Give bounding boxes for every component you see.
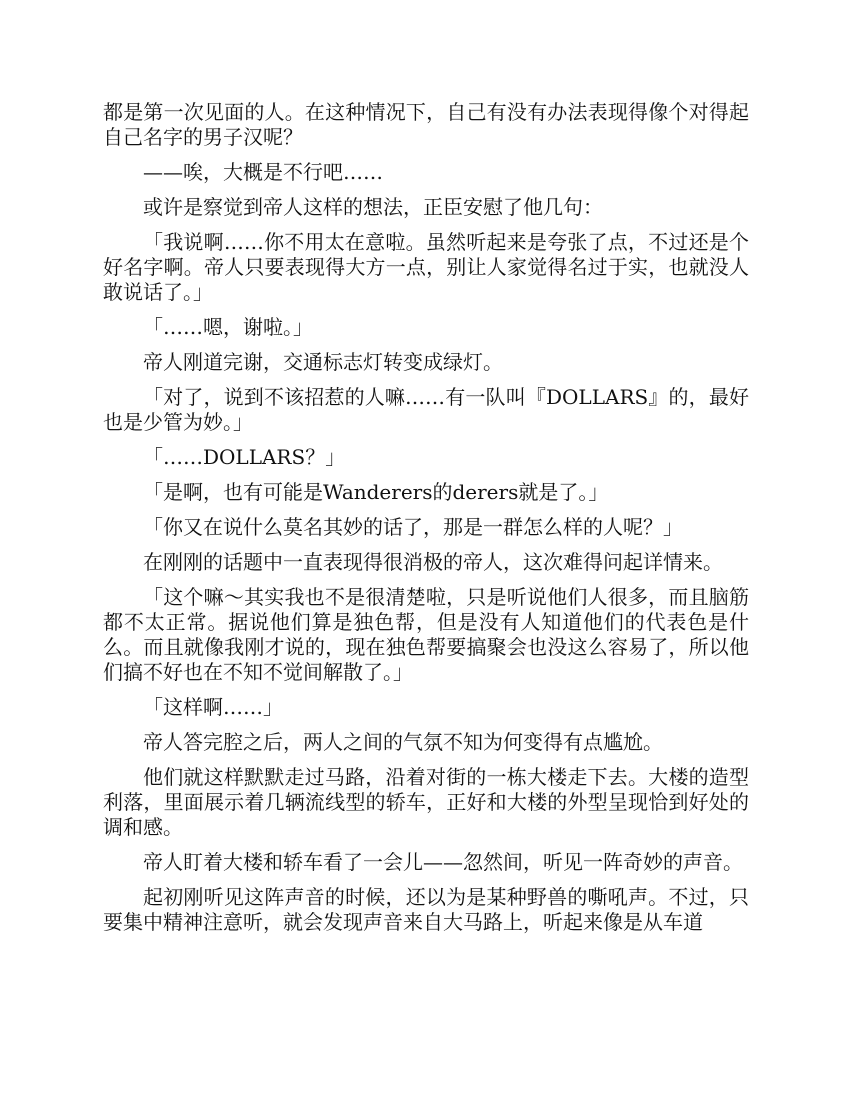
paragraph: 起初刚听见这阵声音的时候，还以为是某种野兽的嘶吼声。不过，只要集中精神注意听，就会发现声音来自大马路上，听起来像是从车道 xyxy=(103,885,749,934)
paragraph: 「……DOLLARS？」 xyxy=(143,445,346,469)
paragraph: ——唉，大概是不行吧…… xyxy=(143,160,383,184)
paragraph: 「这样啊……」 xyxy=(143,695,283,719)
paragraph: 「是啊，也有可能是Wanderers的derers就是了。」 xyxy=(143,480,609,504)
paragraph: 「……嗯，谢啦。」 xyxy=(143,315,313,339)
paragraph: 或许是察觉到帝人这样的想法，正臣安慰了他几句： xyxy=(143,195,603,219)
paragraph: 帝人答完腔之后，两人之间的气氛不知为何变得有点尴尬。 xyxy=(143,730,663,754)
paragraph-continued: 都是第一次见面的人。在这种情况下，自己有没有办法表现得像个对得起自己名字的男子汉呢？ xyxy=(103,100,749,149)
paragraph: 「我说啊……你不用太在意啦。虽然听起来是夸张了点，不过还是个好名字啊。帝人只要表现得大方一点，别让人家觉得名过于实，也就没人敢说话了。」 xyxy=(103,230,749,304)
paragraph: 他们就这样默默走过马路，沿着对街的一栋大楼走下去。大楼的造型利落，里面展示着几辆流线型的轿车，正好和大楼的外型呈现恰到好处的调和感。 xyxy=(103,765,749,839)
document-page xyxy=(103,100,749,945)
paragraph: 帝人刚道完谢，交通标志灯转变成绿灯。 xyxy=(143,350,503,374)
paragraph: 在刚刚的话题中一直表现得很消极的帝人，这次难得问起详情来。 xyxy=(143,550,723,574)
paragraph: 「对了，说到不该招惹的人嘛……有一队叫『DOLLARS』的，最好也是少管为妙。」 xyxy=(103,385,749,434)
paragraph: 帝人盯着大楼和轿车看了一会儿——忽然间，听见一阵奇妙的声音。 xyxy=(143,850,743,874)
paragraph: 「这个嘛～其实我也不是很清楚啦，只是听说他们人很多，而且脑筋都不太正常。据说他们算是独色帮，但是没有人知道他们的代表色是什么。而且就像我刚才说的，现在独色帮要搞聚会也没这么容易了，所以他们搞不好也在不知不觉间解散了。」 xyxy=(103,585,749,684)
paragraph: 「你又在说什么莫名其妙的话了，那是一群怎么样的人呢？」 xyxy=(143,515,683,539)
